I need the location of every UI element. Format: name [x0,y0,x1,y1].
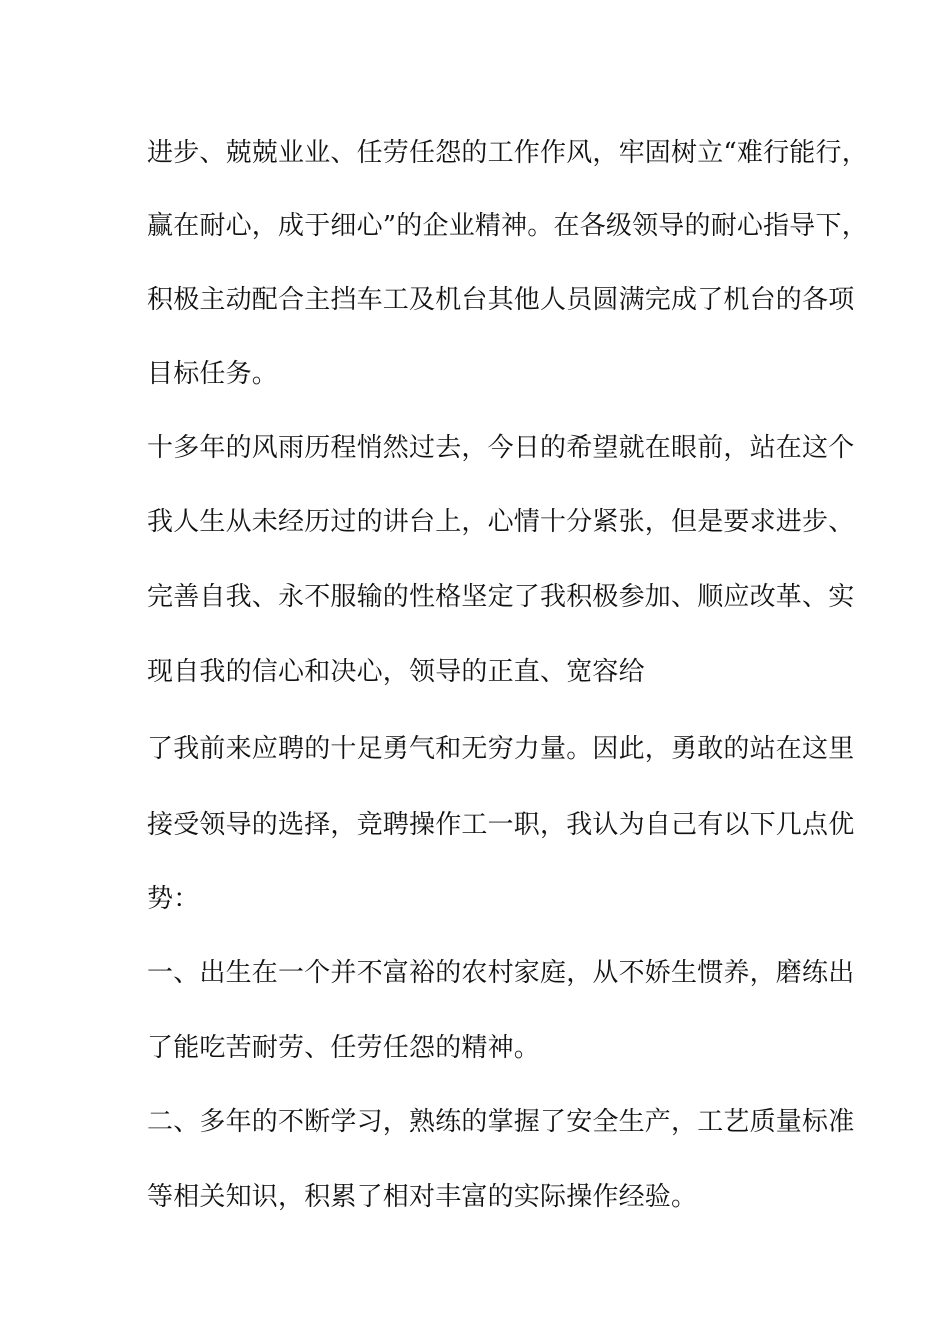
text-line: 我人生从未经历过的讲台上，心情十分紧张，但是要求进步、 [147,507,855,537]
text-line: 接受领导的选择，竞聘操作工一职，我认为自己有以下几点优 [147,810,855,840]
text-line: 积极主动配合主挡车工及机台其他人员圆满完成了机台的各项 [147,285,855,315]
text-line: 十多年的风雨历程悄然过去，今日的希望就在眼前，站在这个 [147,433,855,463]
text-line: 了我前来应聘的十足勇气和无穷力量。因此，勇敢的站在这里 [147,734,855,764]
text-line: 进步、兢兢业业、任劳任怨的工作作风，牢固树立“难行能行， [147,138,868,168]
text-line: 一、出生在一个并不富裕的农村家庭，从不娇生惯养，磨练出 [147,958,855,988]
text-line: 势： [147,884,200,914]
text-line: 等相关知识，积累了相对丰富的实际操作经验。 [147,1182,698,1212]
text-line: 赢在耐心，成于细心”的企业精神。在各级领导的耐心指导下， [147,211,868,241]
text-line: 完善自我、永不服输的性格坚定了我积极参加、顺应改革、实 [147,582,855,612]
text-line: 了能吃苦耐劳、任劳任怨的精神。 [147,1033,541,1063]
text-line: 二、多年的不断学习，熟练的掌握了安全生产，工艺质量标准 [147,1107,855,1137]
text-line: 目标任务。 [147,359,279,389]
text-line: 现自我的信心和决心，领导的正直、宽容给 [147,657,645,687]
